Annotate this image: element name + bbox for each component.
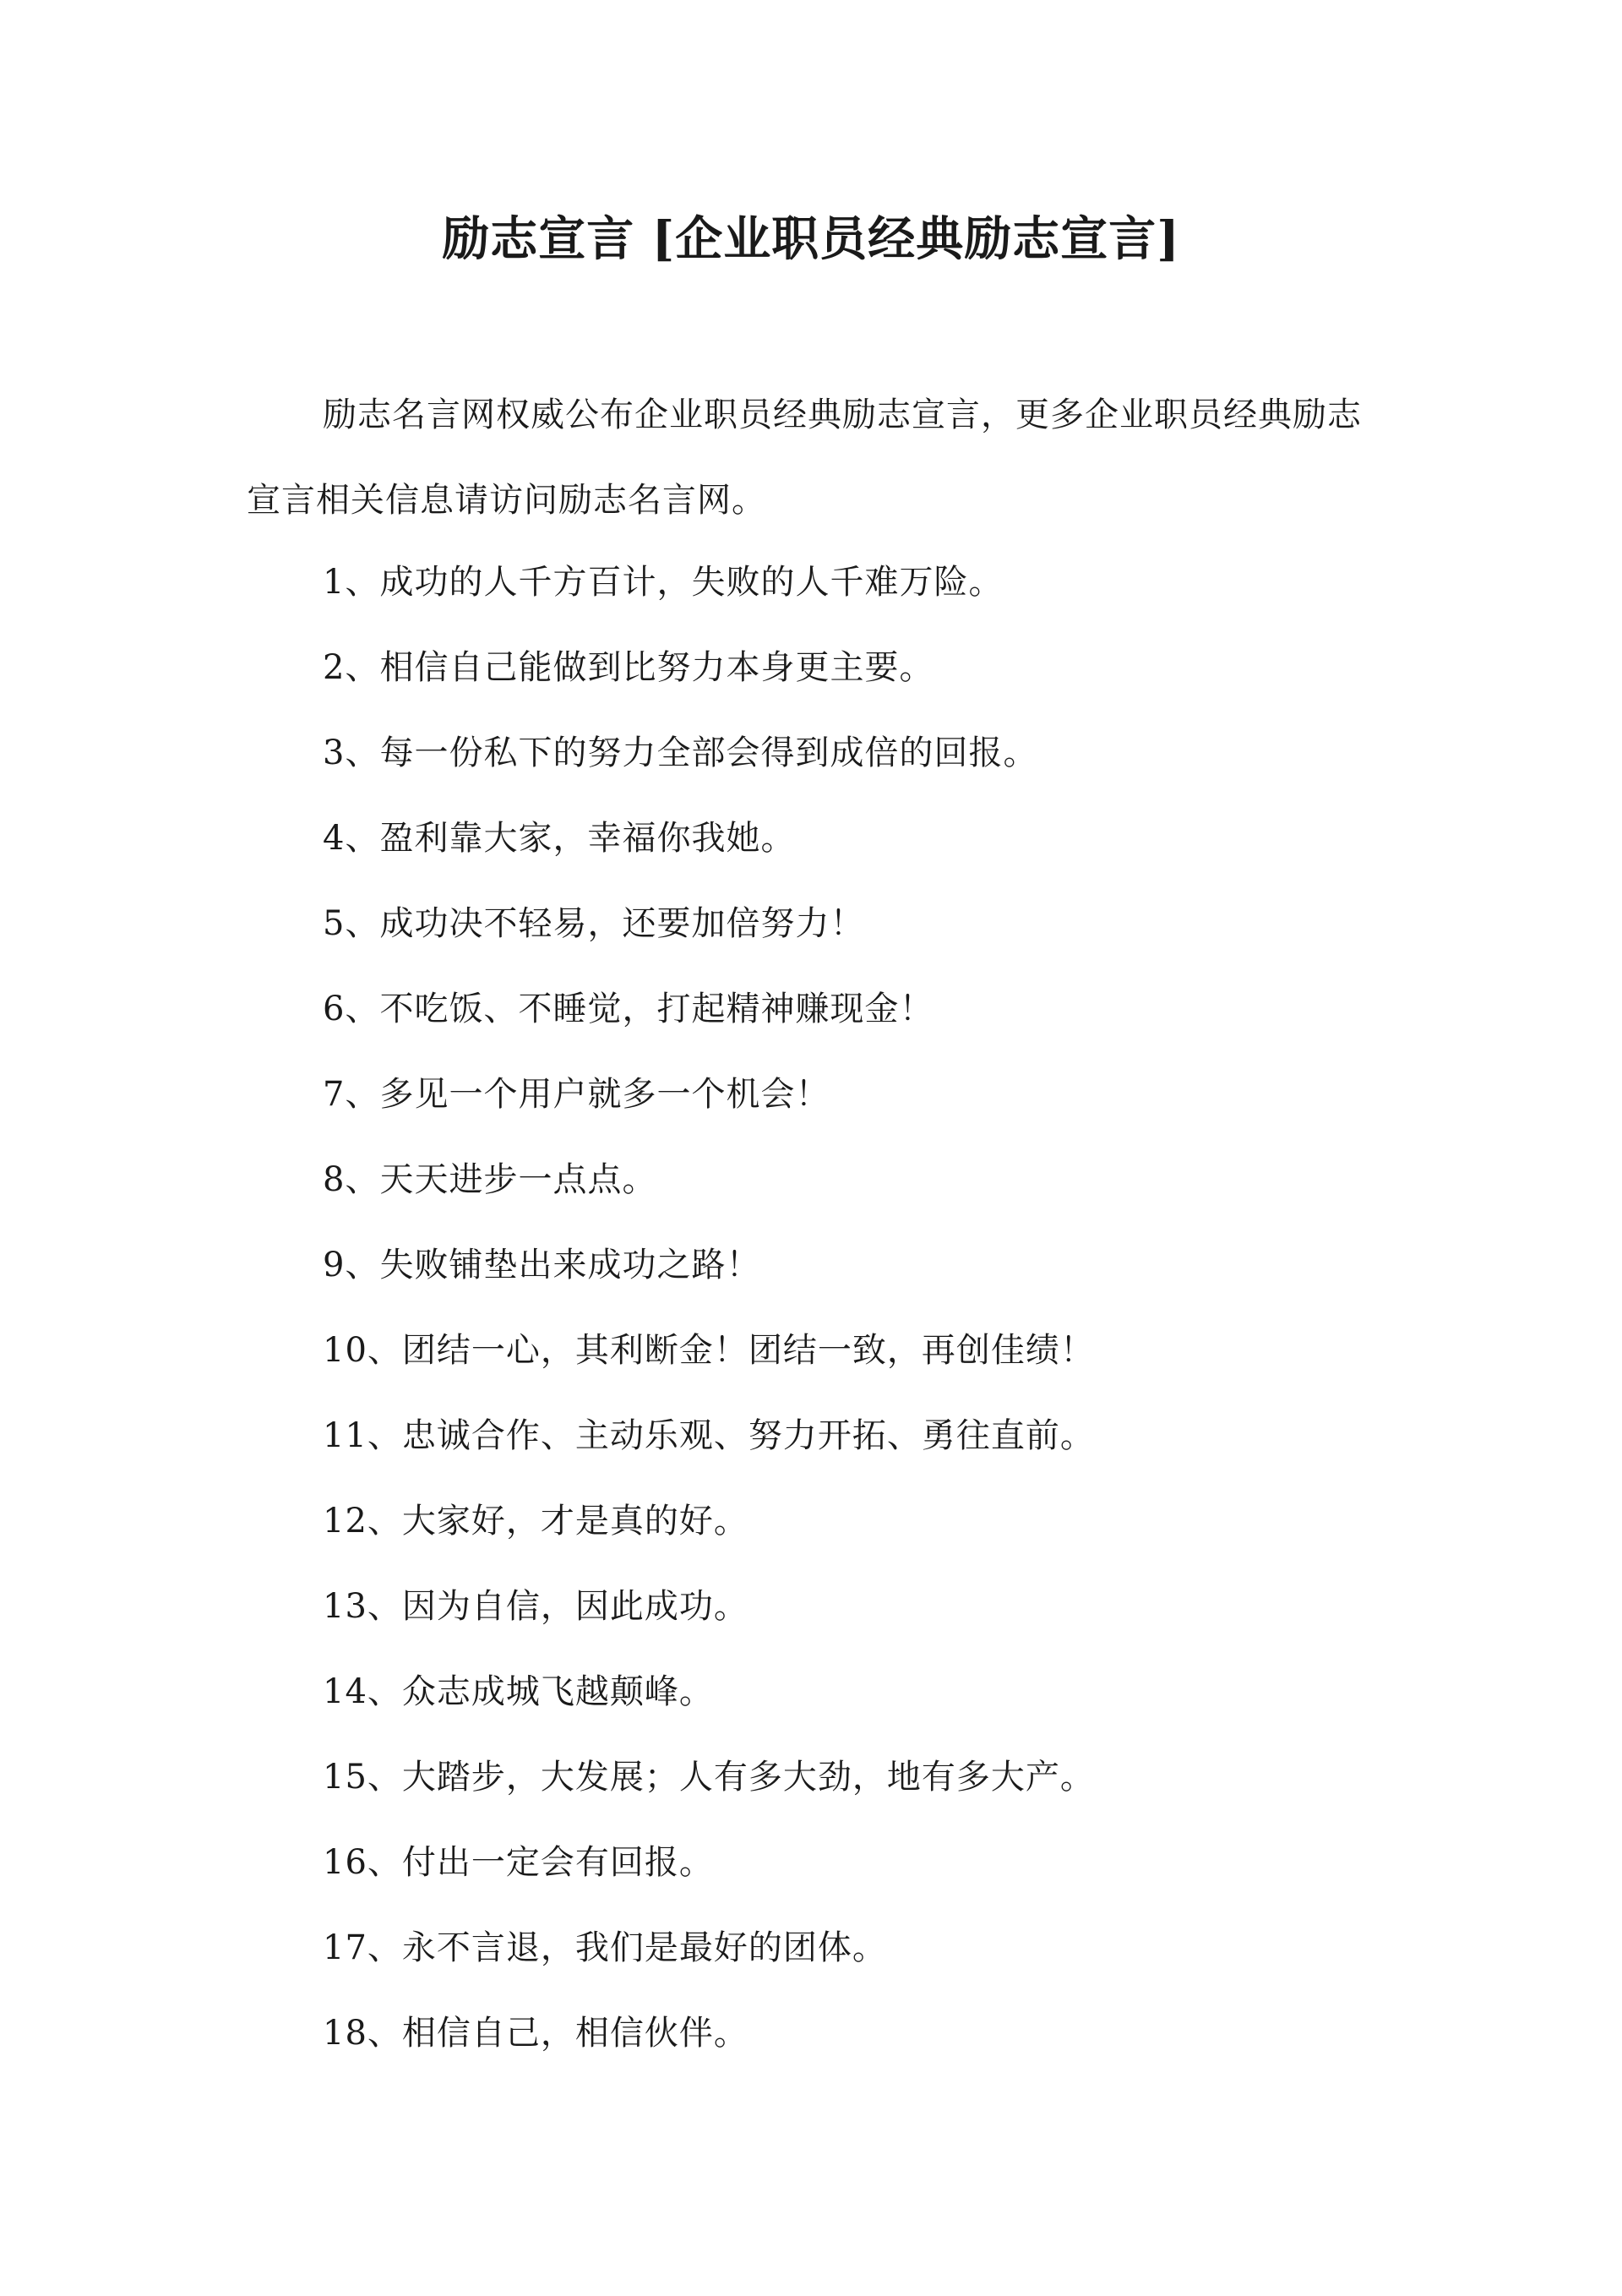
list-item: 3、每一份私下的努力全部会得到成倍的回报。: [323, 734, 1038, 772]
intro-paragraph: 励志名言网权威公布企业职员经典励志宣言，更多企业职员经典励志宣言相关信息请访问励志名言网。: [247, 395, 1362, 520]
list-item: 8、天天进步一点点。: [323, 1160, 657, 1199]
list-item: 6、不吃饭、不睡觉，打起精神赚现金！: [323, 990, 934, 1028]
list-item: 18、相信自己，相信伙伴。: [323, 2014, 748, 2053]
list-item: 5、成功决不轻易，还要加倍努力！: [323, 904, 865, 943]
list-item: 13、因为自信，因此成功。: [323, 1587, 748, 1626]
list-item: 2、相信自己能做到比努力本身更主要。: [323, 648, 934, 687]
list-item: 12、大家好，才是真的好。: [323, 1502, 748, 1541]
list-item: 16、付出一定会有回报。: [323, 1843, 714, 1882]
slogan-list: [323, 540, 1421, 2076]
list-item: 4、盈利靠大家，幸福你我她。: [323, 819, 796, 858]
list-item: 1、成功的人千方百计，失败的人千难万险。: [323, 563, 1004, 602]
list-item: 9、失败铺垫出来成功之路！: [323, 1246, 761, 1284]
list-item: 15、大踏步，大发展；人有多大劲，地有多大产。: [323, 1758, 1095, 1797]
list-item: 7、多见一个用户就多一个机会！: [323, 1075, 830, 1114]
list-item: 17、永不言退，我们是最好的团体。: [323, 1928, 887, 1967]
list-item: 11、忠诚合作、主动乐观、努力开拓、勇往直前。: [323, 1416, 1095, 1455]
document-title: 励志宣言 [企业职员经典励志宣言]: [442, 211, 1180, 267]
list-item: 10、团结一心，其利断金！团结一致，再创佳绩！: [323, 1331, 1095, 1370]
list-item: 14、众志成城飞越颠峰。: [323, 1672, 714, 1711]
